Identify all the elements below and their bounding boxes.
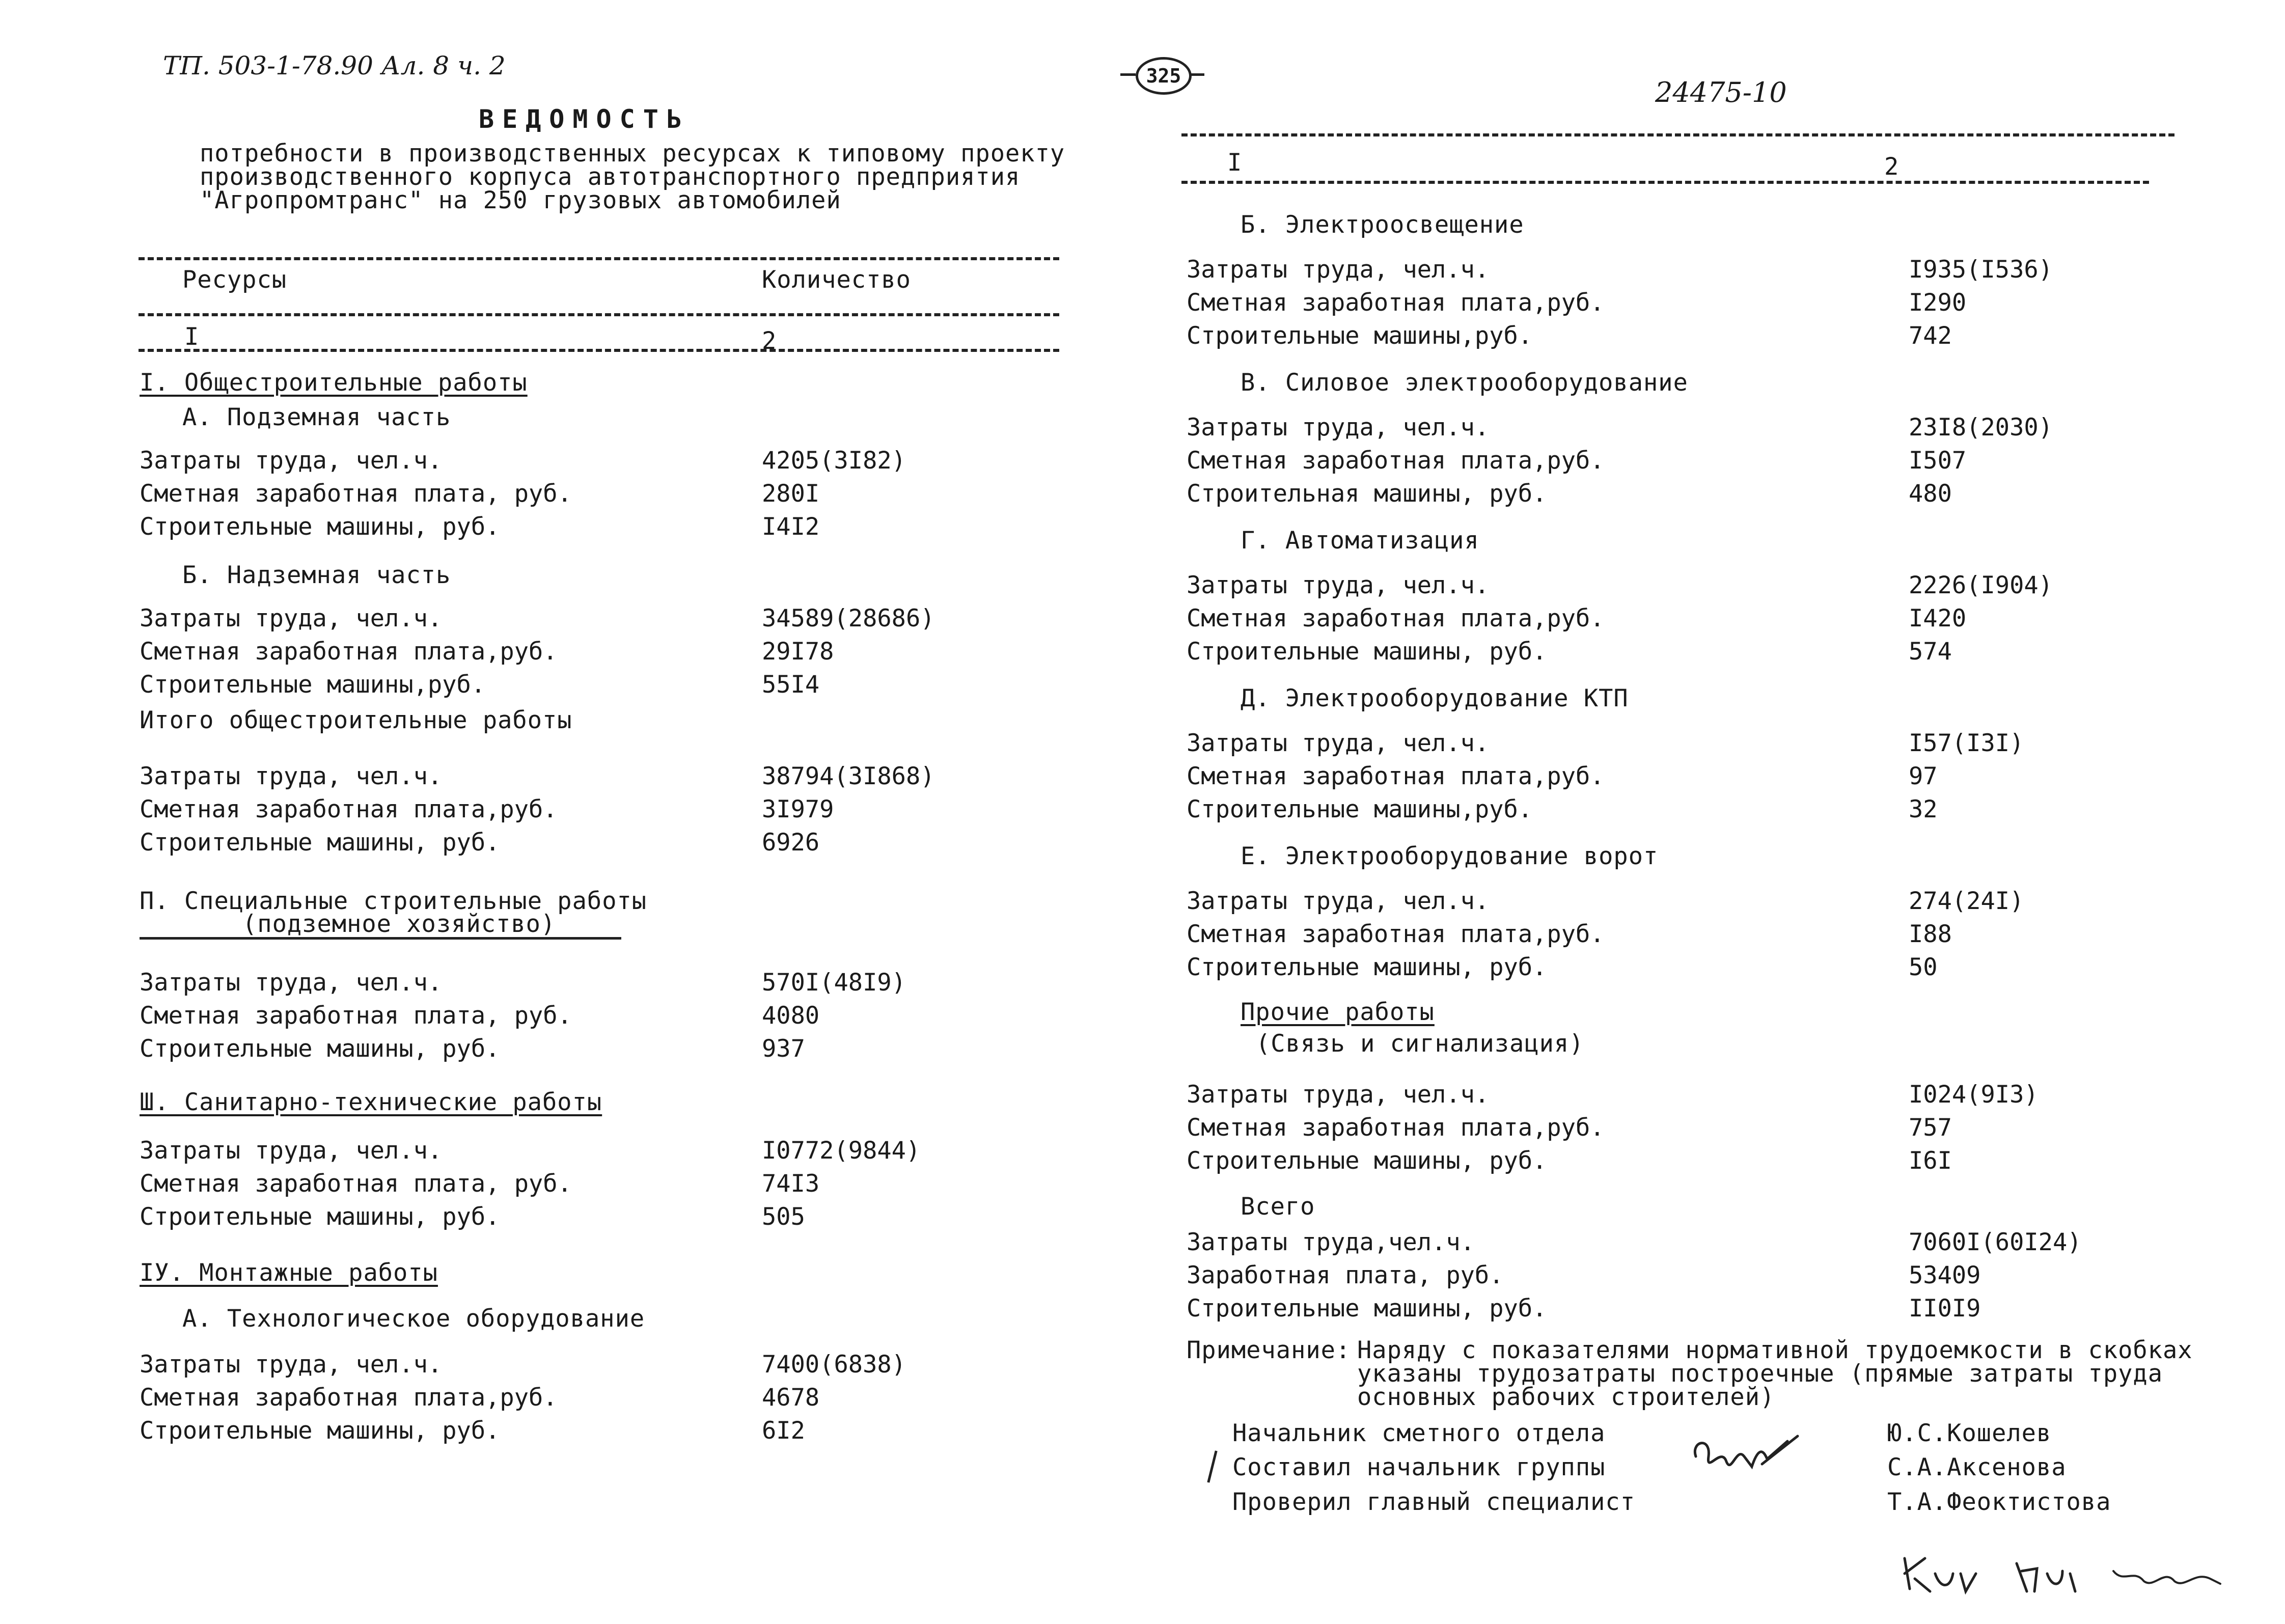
column-header-quantity: Количество: [762, 266, 911, 294]
row-value: I88: [1909, 920, 1952, 948]
row-label: Сметная заработная плата,руб.: [1187, 1114, 1605, 1142]
row-value: 4205(3I82): [762, 447, 906, 475]
right-table-rule-bottom: [1181, 181, 2149, 184]
table-rule-top: [139, 257, 1059, 260]
subtitle-line-2: производственного корпуса автотранспортного предприятия: [200, 163, 1021, 191]
row-value: 23I8(2030): [1909, 414, 2053, 442]
note-line-2: указаны трудозатраты построечные (прямые затраты труда: [1357, 1360, 2163, 1388]
signature-role-3: Проверил главный специалист: [1232, 1488, 1636, 1516]
stamp-tick-right: [1189, 73, 1204, 76]
row-value: 29I78: [762, 638, 834, 666]
signature-name-1: Ю.С.Кошелев: [1887, 1419, 2052, 1447]
right-section-d-title: Д. Электрооборудование КТП: [1241, 684, 1629, 712]
row-label: Затраты труда, чел.ч.: [1187, 1081, 1490, 1109]
subtitle-line-1: потребности в производственных ресурсах к типовому проекту: [200, 140, 1065, 168]
row-label: Затраты труда, чел.ч.: [140, 762, 443, 790]
handwritten-signature: [1686, 1426, 1808, 1487]
row-value: I6I: [1909, 1147, 1952, 1175]
note-line-1: Наряду с показателями нормативной трудоемкости в скобках: [1357, 1336, 2193, 1364]
section-2-underline: [140, 937, 621, 940]
right-section-v-title: В. Силовое электрооборудование: [1241, 369, 1688, 397]
row-value: 50: [1909, 953, 1938, 981]
row-label: Сметная заработная плата, руб.: [140, 1002, 572, 1030]
row-label: Затраты труда, чел.ч.: [1187, 256, 1490, 284]
document-number: 24475-10: [1655, 76, 1787, 108]
row-value: 937: [762, 1035, 805, 1063]
page-number-stamp: [1136, 57, 1192, 95]
row-value: 4678: [762, 1384, 820, 1412]
right-table-rule-top: [1181, 133, 2174, 136]
row-label: Затраты труда, чел.ч.: [1187, 414, 1490, 442]
right-section-e-title: Е. Электрооборудование ворот: [1241, 842, 1659, 870]
row-label: Строительные машины, руб.: [1187, 1295, 1547, 1323]
row-value: 4080: [762, 1002, 820, 1030]
section-1-total-title: Итого общестроительные работы: [140, 706, 572, 734]
right-section-g-title: Г. Автоматизация: [1241, 527, 1479, 555]
row-label: Сметная заработная плата,руб.: [1187, 447, 1605, 475]
row-label: Сметная заработная плата,руб.: [1187, 920, 1605, 948]
note-label: Примечание:: [1187, 1336, 1351, 1364]
row-label: Сметная заработная плата,руб.: [1187, 289, 1605, 317]
row-label: Затраты труда, чел.ч.: [1187, 729, 1490, 757]
row-value: I290: [1909, 289, 1967, 317]
right-column-number-2: 2: [1884, 153, 1899, 181]
row-label: Строительные машины,руб.: [1187, 795, 1533, 823]
section-4a-title: А. Технологическое оборудование: [182, 1305, 645, 1333]
row-label: Строительные машины, руб.: [1187, 1147, 1547, 1175]
row-label: Строительные машины,руб.: [140, 671, 486, 699]
signature-role-2: Составил начальник группы: [1232, 1453, 1606, 1481]
row-value: 3I979: [762, 795, 834, 823]
row-label: Строительные машины, руб.: [140, 513, 500, 541]
row-label: Заработная плата, руб.: [1187, 1261, 1504, 1289]
subtitle-line-3: "Агропромтранс" на 250 грузовых автомобилей: [200, 186, 841, 214]
section-1-title: I. Общестроительные работы: [140, 369, 528, 397]
section-1b-title: Б. Надземная часть: [182, 561, 451, 589]
row-value: I57(I3I): [1909, 729, 2024, 757]
row-label: Строительные машины,руб.: [1187, 322, 1533, 350]
row-label: Затраты труда, чел.ч.: [140, 1351, 443, 1379]
signature-margin-mark: [1207, 1450, 1217, 1482]
page-number: 325: [1146, 65, 1181, 87]
row-label: Сметная заработная плата,руб.: [140, 795, 558, 823]
section-2-title: П. Специальные строительные работы: [140, 887, 647, 915]
section-4-title: IУ. Монтажные работы: [140, 1259, 438, 1287]
project-code: ТП. 503-1-78.90 Ал. 8 ч. 2: [163, 51, 506, 80]
row-label: Сметная заработная плата,руб.: [140, 638, 558, 666]
row-value: 280I: [762, 480, 820, 508]
row-label: Затраты труда, чел.ч.: [140, 447, 443, 475]
stamp-tick-left: [1120, 73, 1136, 76]
section-2-subtitle: (подземное хозяйство): [242, 910, 556, 938]
section-1a-title: А. Подземная часть: [182, 403, 451, 431]
row-value: 7400(6838): [762, 1351, 906, 1379]
row-value: I024(9I3): [1909, 1081, 2039, 1109]
document-title: ВЕДОМОСТЬ: [479, 104, 690, 134]
right-column-number-1: I: [1227, 149, 1243, 177]
note-line-3: основных рабочих строителей): [1357, 1383, 1775, 1411]
row-value: 7060I(60I24): [1909, 1228, 2082, 1256]
row-value: 2226(I904): [1909, 571, 2053, 599]
row-value: I507: [1909, 447, 1967, 475]
row-label: Сметная заработная плата,руб.: [140, 1384, 558, 1412]
row-label: Строительная машины, руб.: [1187, 480, 1547, 508]
row-label: Затраты труда, чел.ч.: [1187, 887, 1490, 915]
table-rule-middle: [139, 313, 1059, 316]
row-value: 32: [1909, 795, 1938, 823]
row-value: 38794(3I868): [762, 762, 935, 790]
row-value: 505: [762, 1203, 805, 1231]
section-3-title: Ш. Санитарно-технические работы: [140, 1088, 602, 1116]
right-section-other-subtitle: (Связь и сигнализация): [1256, 1030, 1584, 1058]
row-value: 757: [1909, 1114, 1952, 1142]
signature-name-3: Т.А.Феоктистова: [1887, 1488, 2111, 1516]
right-total-title: Всего: [1241, 1193, 1315, 1221]
row-value: I420: [1909, 604, 1967, 632]
column-number-2: 2: [762, 327, 777, 355]
row-label: Строительные машины, руб.: [140, 1035, 500, 1063]
row-value: 742: [1909, 322, 1952, 350]
column-header-resources: Ресурсы: [182, 266, 287, 294]
row-label: Затраты труда, чел.ч.: [140, 969, 443, 997]
row-value: 6926: [762, 829, 820, 857]
signature-name-2: С.А.Аксенова: [1887, 1453, 2067, 1481]
row-value: 480: [1909, 480, 1952, 508]
row-label: Затраты труда, чел.ч.: [140, 604, 443, 632]
row-label: Строительные машины, руб.: [140, 1203, 500, 1231]
table-rule-bottom: [139, 349, 1059, 352]
row-value: I4I2: [762, 513, 820, 541]
signature-role-1: Начальник сметного отдела: [1232, 1419, 1606, 1447]
right-section-other-title: Прочие работы: [1241, 998, 1435, 1026]
row-value: 55I4: [762, 671, 820, 699]
row-value: II0I9: [1909, 1295, 1981, 1323]
bottom-handwritten-marks: [1899, 1543, 2231, 1604]
row-label: Строительные машины, руб.: [140, 1417, 500, 1445]
row-value: 274(24I): [1909, 887, 2024, 915]
row-value: I935(I536): [1909, 256, 2053, 284]
row-label: Сметная заработная плата,руб.: [1187, 604, 1605, 632]
row-label: Сметная заработная плата,руб.: [1187, 762, 1605, 790]
row-value: 53409: [1909, 1261, 1981, 1289]
row-label: Сметная заработная плата, руб.: [140, 480, 572, 508]
row-label: Строительные машины, руб.: [1187, 953, 1547, 981]
row-value: 97: [1909, 762, 1938, 790]
row-label: Строительные машины, руб.: [140, 829, 500, 857]
row-label: Затраты труда,чел.ч.: [1187, 1228, 1475, 1256]
row-value: 34589(28686): [762, 604, 935, 632]
row-label: Строительные машины, руб.: [1187, 638, 1547, 666]
row-value: 570I(48I9): [762, 969, 906, 997]
row-value: I0772(9844): [762, 1137, 921, 1165]
row-label: Затраты труда, чел.ч.: [1187, 571, 1490, 599]
row-label: Сметная заработная плата, руб.: [140, 1170, 572, 1198]
row-label: Затраты труда, чел.ч.: [140, 1137, 443, 1165]
row-value: 74I3: [762, 1170, 820, 1198]
row-value: 574: [1909, 638, 1952, 666]
right-section-b-title: Б. Электроосвещение: [1241, 211, 1524, 239]
column-number-1: I: [184, 323, 200, 351]
row-value: 6I2: [762, 1417, 805, 1445]
